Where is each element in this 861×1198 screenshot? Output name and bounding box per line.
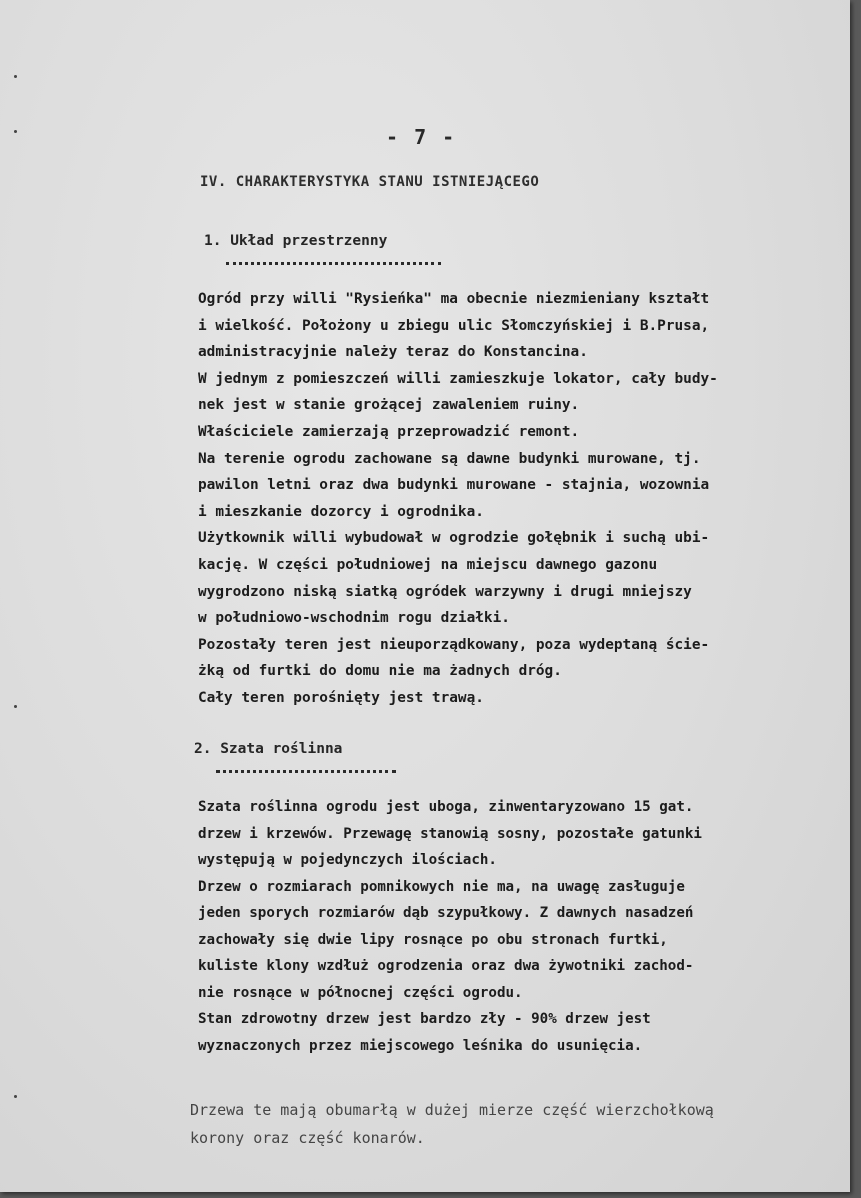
text-line: Ogród przy willi "Rysieńka" ma obecnie niezmieniany kształt — [198, 291, 710, 307]
text-line: drzew i krzewów. Przewagę stanowią sosny, pozostałe gatunki — [198, 825, 702, 842]
binder-hole-mark — [14, 75, 17, 78]
closing-text — [190, 1096, 830, 1152]
section-heading: IV. CHARAKTERYSTYKA STANU ISTNIEJĄCEGO — [200, 174, 540, 190]
binder-hole-mark — [14, 705, 17, 708]
text-line: zachowały się dwie lipy rosnące po obu stronach furtki, — [198, 931, 668, 948]
page-number: - 7 - — [386, 125, 457, 149]
binder-hole-mark — [14, 130, 17, 133]
text-line: Pozostały teren jest nieuporządkowany, poza wydeptaną ście- — [198, 636, 710, 653]
subsection-1-text — [198, 286, 838, 712]
text-line: jeden sporych rozmiarów dąb szypułkowy. Z dawnych nasadzeń — [198, 905, 694, 921]
subsection-2-title: 2. Szata roślinna — [194, 741, 343, 757]
text-line: i wielkość. Położony u zbiegu ulic Słomczyńskiej i B.Prusa, — [198, 317, 710, 334]
text-line: Szata roślinna ogrodu jest uboga, zinwentaryzowano 15 gat. — [198, 799, 694, 815]
text-line: i mieszkanie dozorcy i ogrodnika. — [198, 503, 484, 520]
text-line: w południowo-wschodnim rogu działki. — [198, 610, 510, 627]
text-line: żką od furtki do domu nie ma żadnych dróg. — [198, 663, 562, 680]
text-line: korony oraz część konarów. — [190, 1129, 425, 1147]
text-line: kuliste klony wzdłuż ogrodzenia oraz dwa żywotniki zachod- — [198, 958, 694, 974]
text-line: Właściciele zamierzają przeprowadzić remont. — [198, 423, 580, 440]
text-line: Na terenie ogrodu zachowane są dawne budynki murowane, tj. — [198, 450, 701, 467]
text-line: administracyjnie należy teraz do Konstancina. — [198, 344, 588, 361]
text-line: nie rosnące w północnej części ogrodu. — [198, 984, 523, 1001]
text-line: Drzewa te mają obumarłą w dużej mierze część wierzchołkową — [190, 1101, 714, 1119]
text-line: W jednym z pomieszczeń willi zamieszkuje lokator, cały budy- — [198, 370, 718, 387]
subsection-1-underline — [226, 262, 441, 265]
text-line: wygrodzono niską siatką ogródek warzywny i drugi mniejszy — [198, 583, 692, 600]
text-line: występują w pojedynczych ilościach. — [198, 852, 497, 868]
text-line: wyznaczonych przez miejscowego leśnika do usunięcia. — [198, 1037, 643, 1054]
subsection-1-title: 1. Układ przestrzenny — [204, 233, 388, 249]
subsection-2-underline — [216, 770, 396, 773]
text-line: Drzew o rozmiarach pomnikowych nie ma, na uwagę zasługuje — [198, 878, 685, 895]
subsection-2-text — [198, 794, 838, 1059]
text-line: kację. W części południowej na miejscu dawnego gazonu — [198, 556, 658, 573]
text-line: nek jest w stanie grożącej zawaleniem ruiny. — [198, 397, 580, 414]
text-line: Cały teren porośnięty jest trawą. — [198, 689, 484, 706]
text-line: pawilon letni oraz dwa budynki murowane - stajnia, wozownia — [198, 477, 710, 494]
binder-hole-mark — [14, 1095, 17, 1098]
text-line: Stan zdrowotny drzew jest bardzo zły - 90% drzew jest — [198, 1011, 651, 1027]
text-line: Użytkownik willi wybudował w ogrodzie gołębnik i suchą ubi- — [198, 530, 710, 547]
